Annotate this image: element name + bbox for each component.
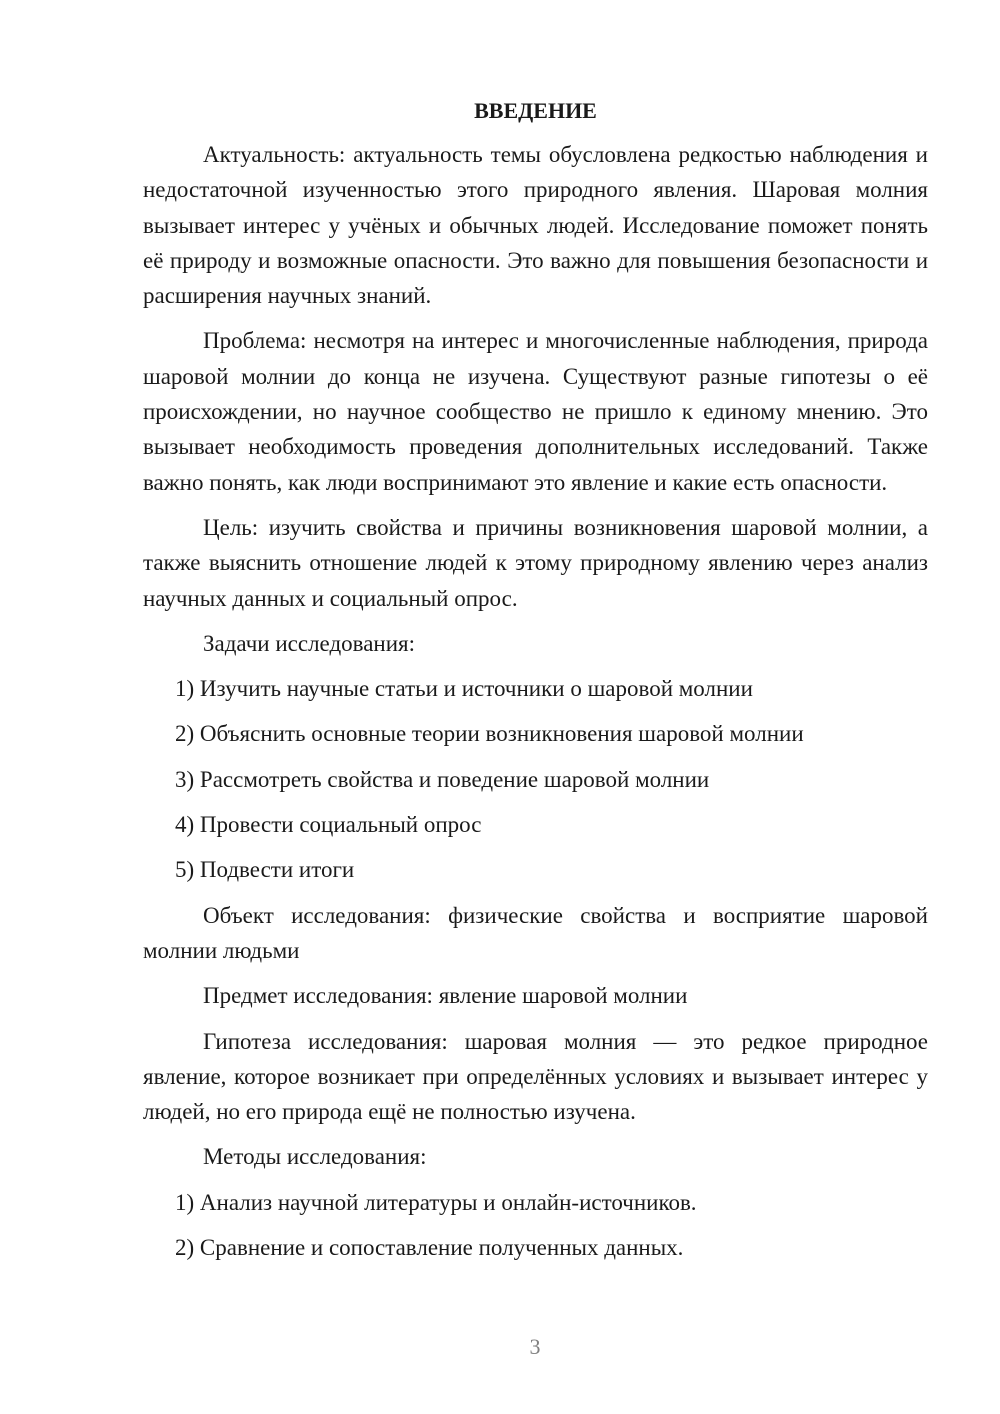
list-item: 4) Провести социальный опрос — [175, 812, 482, 838]
object-paragraph: Объект исследования: физические свойства и восприятие шаровой молнии людьми — [143, 902, 928, 963]
subject-paragraph: Предмет исследования: явление шаровой молнии — [203, 983, 688, 1009]
page-number: 3 — [529, 1334, 541, 1359]
list-item: 2) Сравнение и сопоставление полученных данных. — [175, 1235, 684, 1261]
methods-list — [143, 1185, 928, 1266]
list-item: 3) Рассмотреть свойства и поведение шаровой молнии — [175, 766, 710, 792]
tasks-list — [143, 671, 928, 887]
list-item: 5) Подвести итоги — [175, 857, 355, 883]
document-page — [143, 96, 928, 1275]
list-item: 1) Анализ научной литературы и онлайн-источников. — [175, 1189, 697, 1215]
problem-paragraph: Проблема: несмотря на интерес и многочисленные наблюдения, природа шаровой молнии до конца не изучена. Существуют разные гипотезы о её происхождении, но научное сообщество не пришло к единому мнению. Это вызывает необходимость проведения дополнительных исследований. Также важно понять, как люди воспринимают это явление и какие есть опасности. — [143, 328, 928, 495]
page-title: ВВЕДЕНИЕ — [474, 98, 597, 123]
tasks-heading: Задачи исследования: — [203, 630, 416, 656]
goal-paragraph: Цель: изучить свойства и причины возникновения шаровой молнии, а также выяснить отношение людей к этому природному явлению через анализ научных данных и социальный опрос. — [143, 514, 928, 611]
list-item: 2) Объяснить основные теории возникновения шаровой молнии — [175, 721, 804, 747]
methods-heading: Методы исследования: — [203, 1144, 427, 1170]
relevance-paragraph: Актуальность: актуальность темы обусловлена редкостью наблюдения и недостаточной изученностью этого природного явления. Шаровая молния вызывает интерес у учёных и обычных людей. Исследование поможет понять её природу и возможные опасности. Это важно для повышения безопасности и расширения научных знаний. — [143, 142, 928, 309]
hypothesis-paragraph: Гипотеза исследования: шаровая молния — это редкое природное явление, которое возникает при определённых условиях и вызывает интерес у людей, но его природа ещё не полностью изучена. — [143, 1028, 928, 1125]
list-item: 1) Изучить научные статьи и источники о шаровой молнии — [175, 676, 753, 702]
